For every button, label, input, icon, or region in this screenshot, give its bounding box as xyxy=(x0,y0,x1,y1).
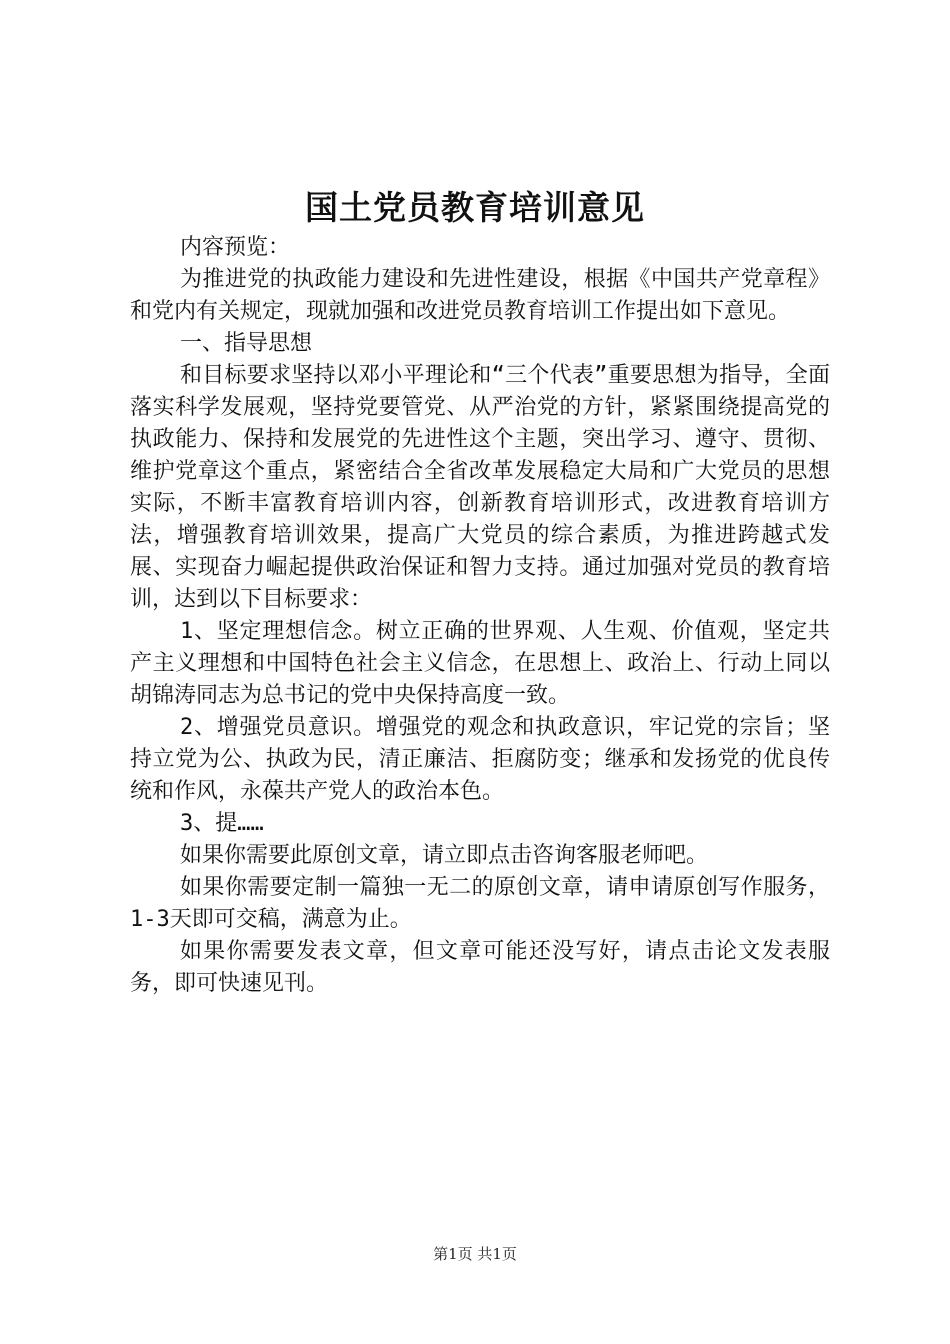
paragraph-custom-writing[interactable]: 如果你需要定制一篇独一无二的原创文章，请申请原创写作服务，1-3天即可交稿，满意为止。 xyxy=(130,875,830,932)
paragraph-preview-label: 内容预览： xyxy=(180,235,291,260)
document-title: 国土党员教育培训意见 xyxy=(305,188,645,227)
document-body xyxy=(130,232,830,1000)
page-footer: 第1页 共1页 xyxy=(433,1245,517,1263)
paragraph-guiding-thought: 和目标要求坚持以邓小平理论和“三个代表”重要思想为指导，全面落实科学发展观，坚持党要管党、从严治党的方针，紧紧围绕提高党的执政能力、保持和发展党的先进性这个主题，突出学习、遵守、贯彻、维护党章这个重点，紧密结合全省改革发展稳定大局和广大党员的思想实际，不断丰富教育培训内容，创新教育培训形式，改进教育培训方法，增强教育培训效果，提高广大党员的综合素质，为推进跨越式发展、实现奋力崛起提供政治保证和智力支持。通过加强对党员的教育培训，达到以下目标要求： xyxy=(130,363,830,612)
list-item-ideals: 1、坚定理想信念。树立正确的世界观、人生观、价值观，坚定共产主义理想和中国特色社会主义信念，在思想上、政治上、行动上同以胡锦涛同志为总书记的党中央保持高度一致。 xyxy=(130,619,830,708)
paragraph-contact-service[interactable]: 如果你需要此原创文章，请立即点击咨询客服老师吧。 xyxy=(180,843,709,868)
list-item-party-awareness: 2、增强党员意识。增强党的观念和执政意识，牢记党的宗旨；坚持立党为公、执政为民，清正廉洁、拒腐防变；继承和发扬党的优良传统和作风，永葆共产党人的政治本色。 xyxy=(130,715,830,804)
paragraph-intro: 为推进党的执政能力建设和先进性建设，根据《中国共产党章程》和党内有关规定，现就加强和改进党员教育培训工作提出如下意见。 xyxy=(130,267,830,324)
section-heading-guiding-thought: 一、指导思想 xyxy=(180,331,313,356)
list-item-truncated: 3、提…… xyxy=(180,811,264,836)
paragraph-publishing-service[interactable]: 如果你需要发表文章，但文章可能还没写好，请点击论文发表服务，即可快速见刊。 xyxy=(130,939,830,996)
